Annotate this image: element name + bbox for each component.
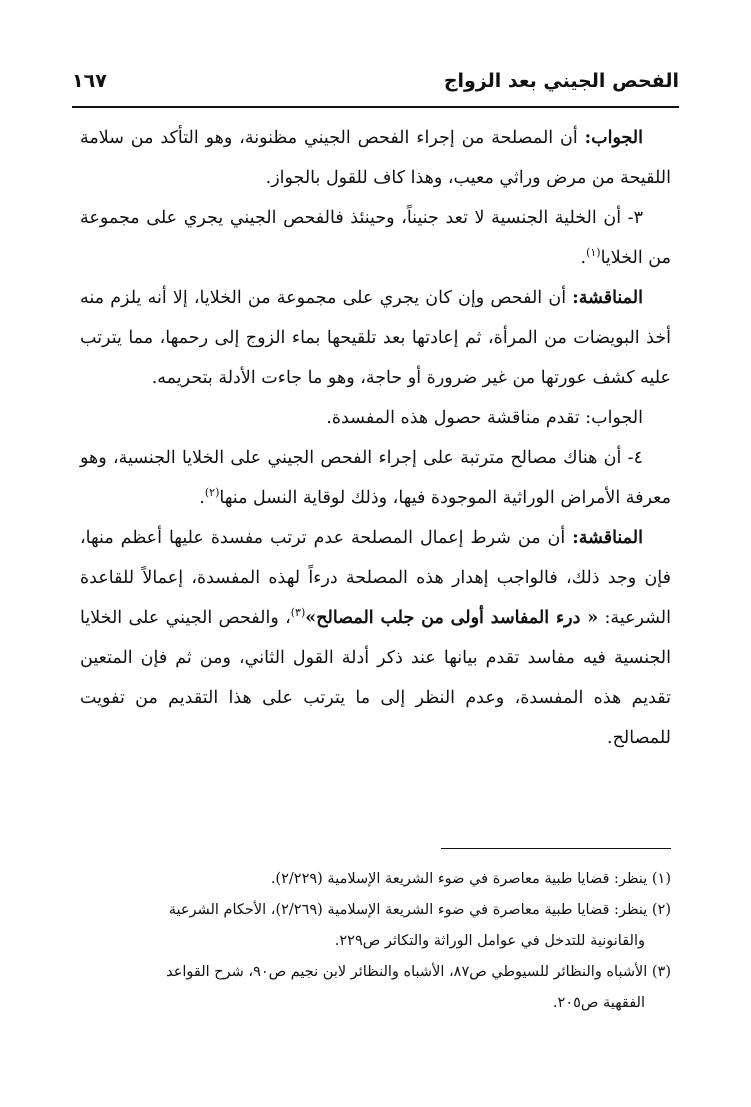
footnotes [80, 864, 671, 1019]
footnote-3: (٣) الأشباه والنظائر للسيوطي ص٨٧، الأشباه والنظائر لابن نجيم ص٩٠، شرح القواعد [166, 964, 671, 980]
paragraph-discussion-2 [80, 518, 671, 758]
footnote-ref-3: (٣) [290, 606, 306, 620]
paragraph-text: ٤- أن هناك مصالح مترتبة على إجراء الفحص الجيني على الخلايا الجنسية، وهو معرفة الأمراض الوراثية الموجودة فيها، وذلك لوقاية النسل منها [80, 448, 671, 508]
paragraph-lead: الجواب: [584, 128, 643, 148]
paragraph-text: أن من شرط إعمال المصلحة عدم ترتب مفسدة عليها أعظم منها، فإن وجد ذلك، فالواجب إهدار هذه المصلحة درءاً لهذه المفسدة، إعمالاً للقاعدة الشرعية: [80, 528, 671, 628]
main-text [80, 118, 671, 758]
running-header [72, 70, 679, 106]
footnote-2-continuation: والقانونية للتدخل في عوامل الوراثة والتكاثر ص٢٢٩. [334, 933, 645, 949]
fiqh-maxim-quote: « درء المفاسد أولى من جلب المصالح» [305, 608, 599, 628]
footnote-rule [441, 848, 671, 849]
footnote-3-continuation: الفقهية ص٢٠٥. [552, 995, 645, 1011]
header-rule [72, 106, 679, 108]
paragraph-answer-1 [80, 118, 671, 198]
footnote-ref-1: (١) [586, 246, 601, 260]
paragraph-text: ، والفحص الجيني على الخلايا الجنسية فيه مفاسد تقدم بيانها عند ذكر أدلة القول الثاني، ومن ثم فإن المتعين تقديم هذه المفسدة، وعدم النظر إلى ما يترتب على هذا التقديم من تفويت للمصالح. [80, 608, 671, 748]
page-number: ١٦٧ [72, 70, 107, 92]
paragraph-discussion-1 [80, 278, 671, 398]
paragraph-lead: المناقشة: [572, 288, 643, 308]
paragraph-text: أن الفحص وإن كان يجري على مجموعة من الخلايا، إلا أنه يلزم منه أخذ البويضات من المرأة، ثم إعادتها بعد تلقيحها بماء الزوج إلى رحمها، مما يترتب عليه كشف عورتها من غير ضرورة أو حاجة، وهو ما جاءت الأدلة بتحريمه. [80, 288, 671, 388]
paragraph-text: أن المصلحة من إجراء الفحص الجيني مظنونة، وهو التأكد من سلامة اللقيحة من مرض وراثي معيب، وهذا كاف للقول بالجواز. [80, 128, 671, 188]
footnote-ref-2: (٢) [204, 486, 220, 500]
running-title: الفحص الجيني بعد الزواج [443, 70, 679, 92]
paragraph-lead: المناقشة: [572, 528, 643, 548]
footnote-1: (١) ينظر: قضايا طبية معاصرة في ضوء الشريعة الإسلامية (٢/٢٢٩). [270, 871, 671, 887]
footnote-2: (٢) ينظر: قضايا طبية معاصرة في ضوء الشريعة الإسلامية (٢/٢٦٩)، الأحكام الشرعية [168, 902, 671, 918]
paragraph-point-4: ٤- أن هناك مصالح مترتبة على إجراء الفحص الجيني على الخلايا الجنسية، وهو معرفة الأمراض الوراثية الموجودة فيها، وذلك لوقاية النسل منها$^{(٢)}$. [80, 448, 671, 508]
paragraph-text: ٣- أن الخلية الجنسية لا تعد جنيناً، وحينئذ فالفحص الجيني يجري على مجموعة من الخلايا [80, 208, 671, 268]
paragraph-point-3: ٣- أن الخلية الجنسية لا تعد جنيناً، وحينئذ فالفحص الجيني يجري على مجموعة من الخلايا$^{(١)}$. [80, 208, 671, 268]
paragraph-answer-2 [80, 398, 671, 438]
paragraph-text: الجواب: تقدم مناقشة حصول هذه المفسدة. [326, 408, 643, 428]
